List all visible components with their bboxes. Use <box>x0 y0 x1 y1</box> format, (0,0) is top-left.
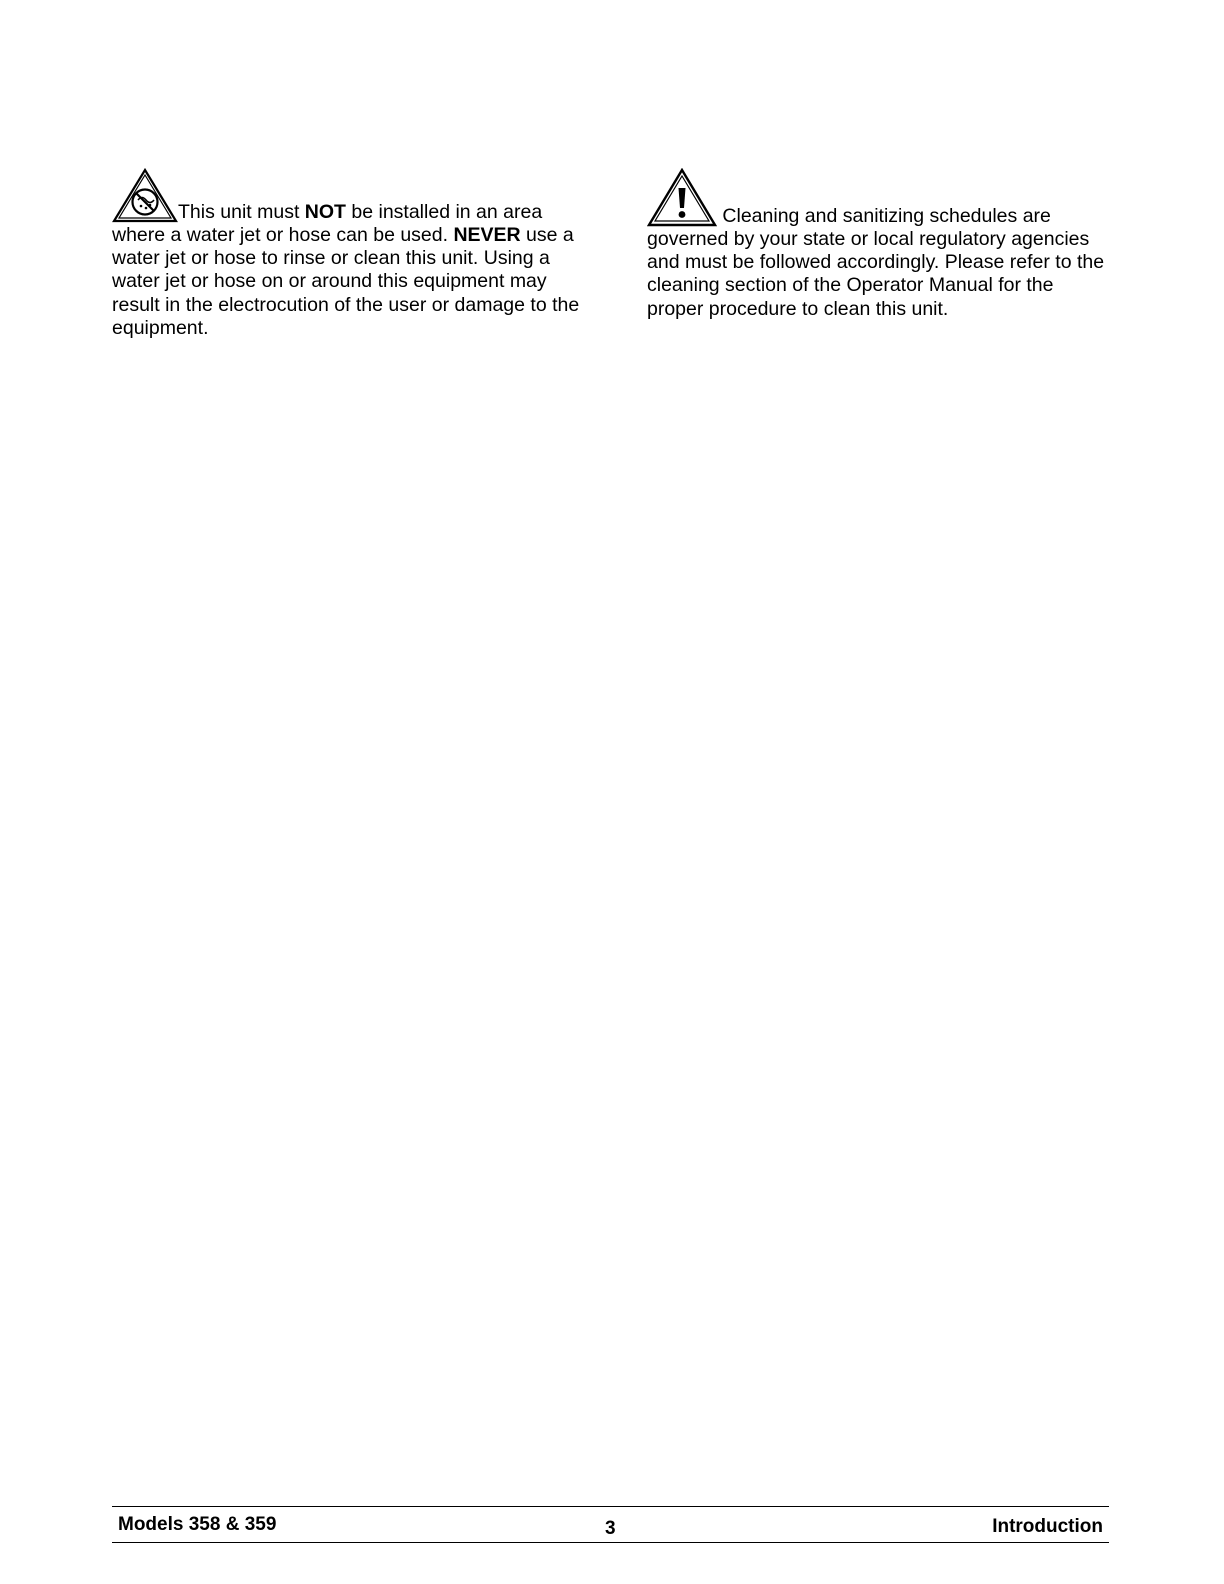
notice-seg: use a water jet or hose to rinse or clean this unit. Using a water jet or hose on or around this equipment may result in the electrocution of the user or damage to the equipment. <box>112 224 580 339</box>
notice-seg: be installed in an area where a water jet or hose can be used. <box>112 200 543 246</box>
footer-top-rule <box>112 1506 1109 1507</box>
caution-exclamation-icon <box>647 168 717 228</box>
footer-page-number: 3 <box>605 1518 616 1539</box>
footer-model-name: Models 358 & 359 <box>118 1514 277 1535</box>
notice-seg-bold: NEVER <box>453 224 521 246</box>
footer-bottom-rule <box>112 1542 1109 1543</box>
footer-section-name: Introduction <box>992 1516 1103 1537</box>
cleaning-schedule-notice <box>647 168 1107 321</box>
notice-seg: Cleaning and sanitizing schedules are governed by your state or local regulatory agencies and must be followed accordingly. Please refer to the cleaning section of the Operator Manual for the proper procedure to clean this unit. <box>647 204 1105 320</box>
water-jet-warning-notice <box>112 168 582 340</box>
notice-seg-bold: NOT <box>304 200 346 223</box>
notice-seg: This unit must <box>178 200 305 223</box>
no-water-jet-warning-icon <box>112 168 178 224</box>
